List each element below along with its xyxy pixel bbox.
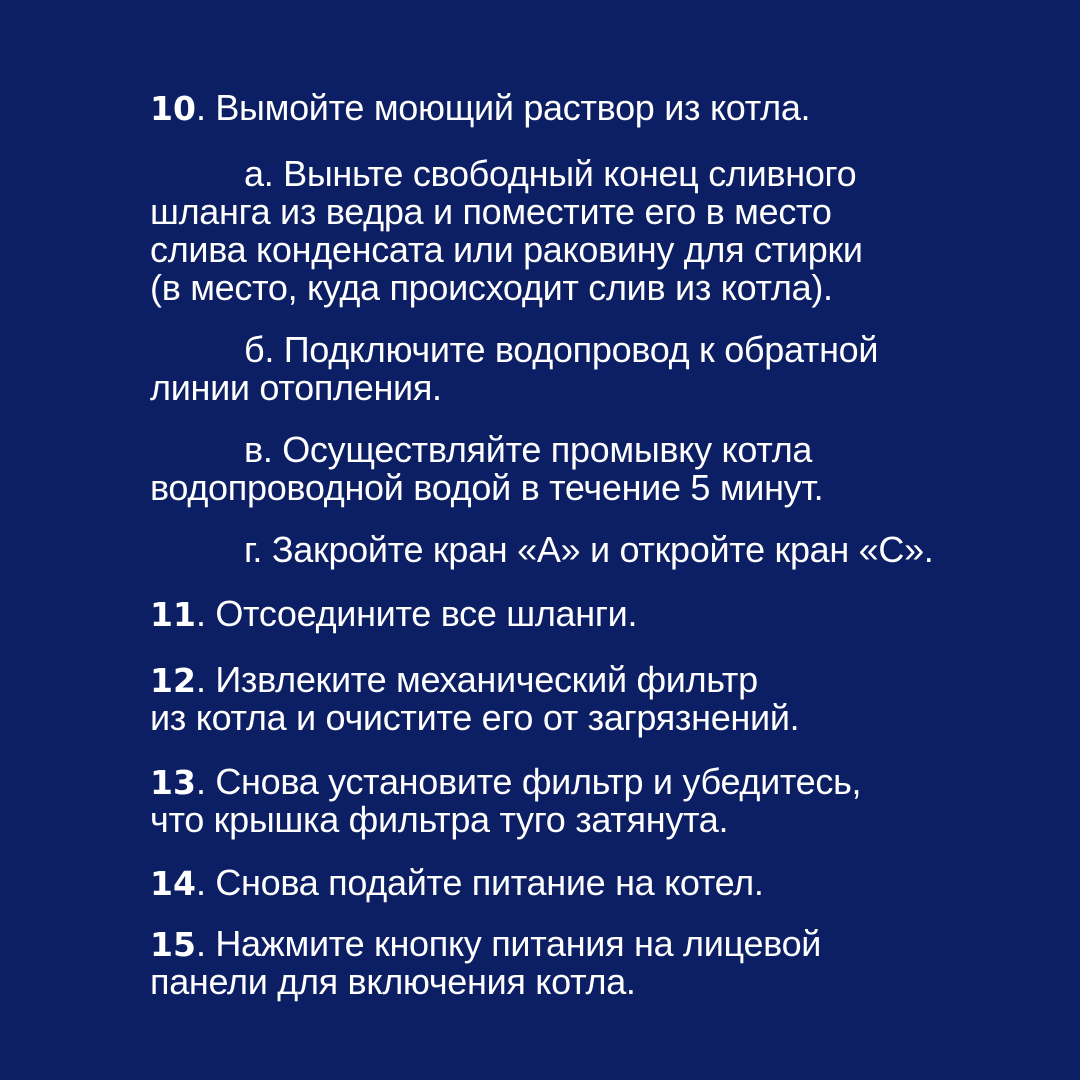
substep-a-line-3: слива конденсата или раковину для стирки bbox=[150, 229, 863, 270]
substep-a-line-1: а. Выньте свободный конец сливного bbox=[244, 153, 857, 194]
substep-v-line-1: в. Осуществляйте промывку котла bbox=[244, 429, 813, 470]
step-13-line-1 bbox=[150, 763, 861, 802]
step-number: 12 bbox=[150, 661, 196, 700]
step-text: . Снова подайте питание на котел. bbox=[195, 862, 764, 903]
step-10-line-1 bbox=[150, 89, 810, 128]
step-number: 15 bbox=[150, 925, 196, 964]
substep-v-line-2: водопроводной водой в течение 5 минут. bbox=[150, 467, 824, 508]
step-text: . Вымойте моющий раствор из котла. bbox=[195, 87, 811, 128]
substep-b-line-1: б. Подключите водопровод к обратной bbox=[244, 329, 879, 370]
substep-a-line-4: (в место, куда происходит слив из котла). bbox=[150, 267, 833, 308]
step-15-line-1 bbox=[150, 925, 821, 964]
step-15-line-2: панели для включения котла. bbox=[150, 961, 636, 1002]
step-text: . Извлеките механический фильтр bbox=[195, 659, 758, 700]
step-number: 10 bbox=[150, 89, 196, 128]
step-text: . Снова установите фильтр и убедитесь, bbox=[195, 761, 862, 802]
substep-g-line-1: г. Закройте кран «А» и откройте кран «С». bbox=[244, 529, 934, 570]
step-number: 13 bbox=[150, 763, 196, 802]
step-13-line-2: что крышка фильтра туго затянута. bbox=[150, 799, 729, 840]
step-text: . Нажмите кнопку питания на лицевой bbox=[195, 923, 822, 964]
step-12-line-1 bbox=[150, 661, 758, 700]
step-text: . Отсоедините все шланги. bbox=[195, 593, 638, 634]
step-number: 11 bbox=[150, 595, 196, 634]
substep-b-line-2: линии отопления. bbox=[150, 367, 442, 408]
step-number: 14 bbox=[150, 864, 196, 903]
step-14-line-1 bbox=[150, 864, 764, 903]
step-11-line-1 bbox=[150, 595, 637, 634]
substep-a-line-2: шланга из ведра и поместите его в место bbox=[150, 191, 832, 232]
step-12-line-2: из котла и очистите его от загрязнений. bbox=[150, 697, 800, 738]
